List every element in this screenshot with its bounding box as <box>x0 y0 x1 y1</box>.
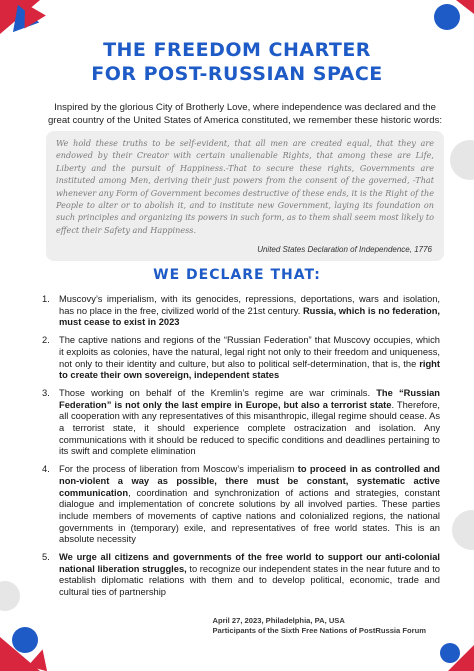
footer-signature <box>212 616 426 636</box>
list-item-text: , coordination and synchronization of actions and strategies, constant dialogue and implementation of concrete solutions by all involved parties. These parties include members of movements of captive nations and colonialized regions, the national governments in (temporary) exile, and representatives of free world states. This is an absolute necessity <box>59 487 440 545</box>
emphasis-text: The “Russian Federation” is not only the last empire in Europe, but also a terrorist state <box>59 387 440 410</box>
footer-date-place: April 27, 2023, Philadelphia, PA, USA <box>212 616 345 625</box>
list-item-number: 5. <box>42 552 50 563</box>
list-item-number: 2. <box>42 335 50 346</box>
list-item-text: For the process of liberation from Moscow’s imperialism <box>59 464 298 475</box>
list-item-text: Muscovy’s imperialism, with its genocides, repressions, deportations, wars and isolation, has no place in the free, civilized world of the 21st century. <box>59 294 440 316</box>
title-line-1: THE FREEDOM CHARTER <box>103 39 371 61</box>
list-item-text: . Therefore, all cooperation with any representatives of this misanthropic, illegal regime should cease. As a terrorist state, it should experience complete ostracization and isolation. Any communications with it should be reduced to specific conditions and deadlines pertaining to its swift and complete elimination <box>59 399 440 457</box>
list-item-text: Those working on behalf of the Kremlin’s regime are war criminals. <box>59 387 377 398</box>
list-item <box>42 335 440 382</box>
emphasis-text: right to create their own sovereign, independent states <box>59 358 440 381</box>
list-item-text: to recognize our independent states in the near future and to establish diplomatic relations with them and to develop political, economic, trade and cultural ties of partnership <box>59 563 440 598</box>
page-title <box>0 38 474 86</box>
circle-decoration <box>434 4 460 30</box>
list-item <box>42 464 440 546</box>
list-item-number: 3. <box>42 387 50 398</box>
quote-text: We hold these truths to be self-evident, that all men are created equal, that they are endowed by their Creator with certain unalienable Rights, that among these are Life, Liberty and the pursuit of Happiness.-That to secure these rights, Governments are instituted among Men, deriving their just powers from the consent of the governed, -That whenever any Form of Government becomes destructive of these ends, it is the Right of the People to alter or to abolish it, and to institute new Government, laying its foundation on such principles and organizing its powers in such form, as to them shall seem most likely to effect their Safety and Happiness. <box>56 138 434 235</box>
list-item-number: 4. <box>42 464 50 475</box>
quote-box <box>46 131 444 261</box>
list-item <box>42 388 440 458</box>
emphasis-text: We urge all citizens and governments of the free world to support our anti-colonial national liberation struggles, <box>59 552 440 574</box>
circle-decoration <box>452 510 474 550</box>
circle-decoration <box>440 643 460 663</box>
footer-participants: Participants of the Sixth Free Nations of PostRussia Forum <box>212 626 426 635</box>
declaration-list <box>42 294 440 605</box>
title-line-2: FOR POST-RUSSIAN SPACE <box>91 63 383 85</box>
quote-source: United States Declaration of Independence, 1776 <box>257 245 432 254</box>
emphasis-text: to proceed in as controlled and non-violent a way as possible, there must be constant, systematic active communication <box>59 464 440 498</box>
list-item <box>42 294 440 329</box>
circle-decoration <box>450 140 474 180</box>
intro-paragraph: Inspired by the glorious City of Brotherly Love, where independence was declared and the great country of the United States of America constituted, we remember these historic words: <box>47 102 443 126</box>
list-item-text: The captive nations and regions of the “Russian Federation” that Muscovy occupies, which it exploits as colonies, have the natural, legal right not only to their freedom and uniqueness, not only to their identity and culture, but also to political self-determination, that is, the <box>59 335 440 369</box>
declare-heading: WE DECLARE THAT: <box>153 267 321 283</box>
list-item <box>42 552 440 599</box>
circle-decoration <box>0 581 20 611</box>
emphasis-text: Russia, which is no federation, must cease to exist in 2023 <box>59 305 441 328</box>
list-item-number: 1. <box>42 294 50 304</box>
